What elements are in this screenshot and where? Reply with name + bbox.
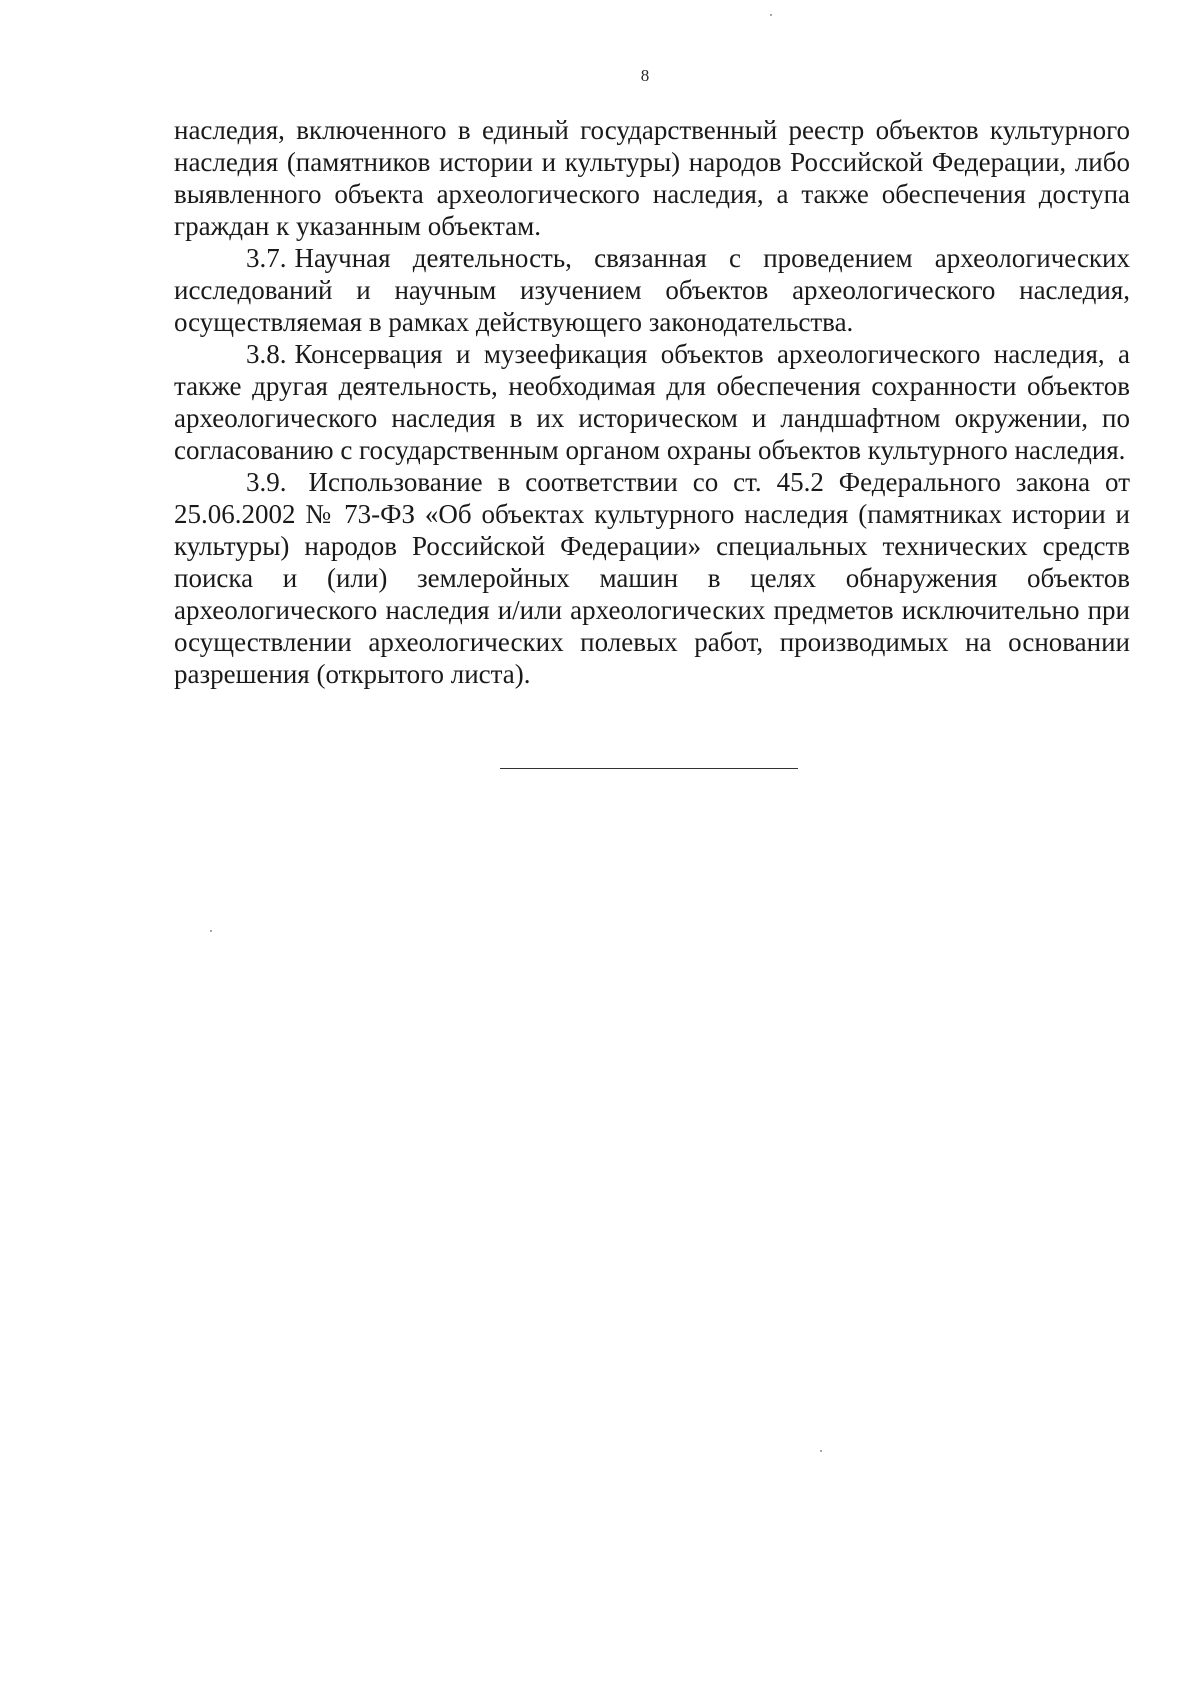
paragraph-continuation [174,114,1130,242]
paragraph-3-8 [174,338,1130,466]
scan-speck [210,930,212,932]
end-of-text-rule [500,768,798,769]
paragraph-text: наследия, включенного в единый государственный реестр объектов культурного наследия (памятников истории и культуры) народов Российской Федерации, либо выявленного объекта археологического наследия, а также обеспечения доступа граждан к указанным объектам. [174,115,1130,241]
paragraph-text: Научная деятельность, связанная с проведением археологических исследований и научным изучением объектов археологического наследия, осуществляемая в рамках действующего законодательства. [174,243,1130,337]
scan-speck [770,14,772,16]
scan-speck [820,1450,822,1452]
paragraph-number: 3.7. [246,243,287,273]
paragraph-number: 3.8. [246,339,287,369]
paragraph-number: 3.9. [246,467,287,497]
page-number: 8 [640,66,650,85]
paragraph-text: Консервация и музеефикация объектов археологического наследия, а также другая деятельность, необходимая для обеспечения сохранности объектов археологического наследия в их историческом и ландшафтном окружении, по согласованию с государственным органом охраны объектов культурного наследия. [174,339,1130,465]
paragraph-3-7 [174,242,1130,338]
document-body [174,114,1130,690]
paragraph-3-9 [174,466,1130,690]
paragraph-text: Использование в соответствии со ст. 45.2 Федерального закона от 25.06.2002 № 73-ФЗ «Об объектах культурного наследия (памятниках истории и культуры) народов Российской Федерации» специальных технических средств поиска и (или) землеройных машин в целях обнаружения объектов археологического наследия и/или археологических предметов исключительно при осуществлении археологических полевых работ, производимых на основании разрешения (открытого листа). [174,467,1130,689]
